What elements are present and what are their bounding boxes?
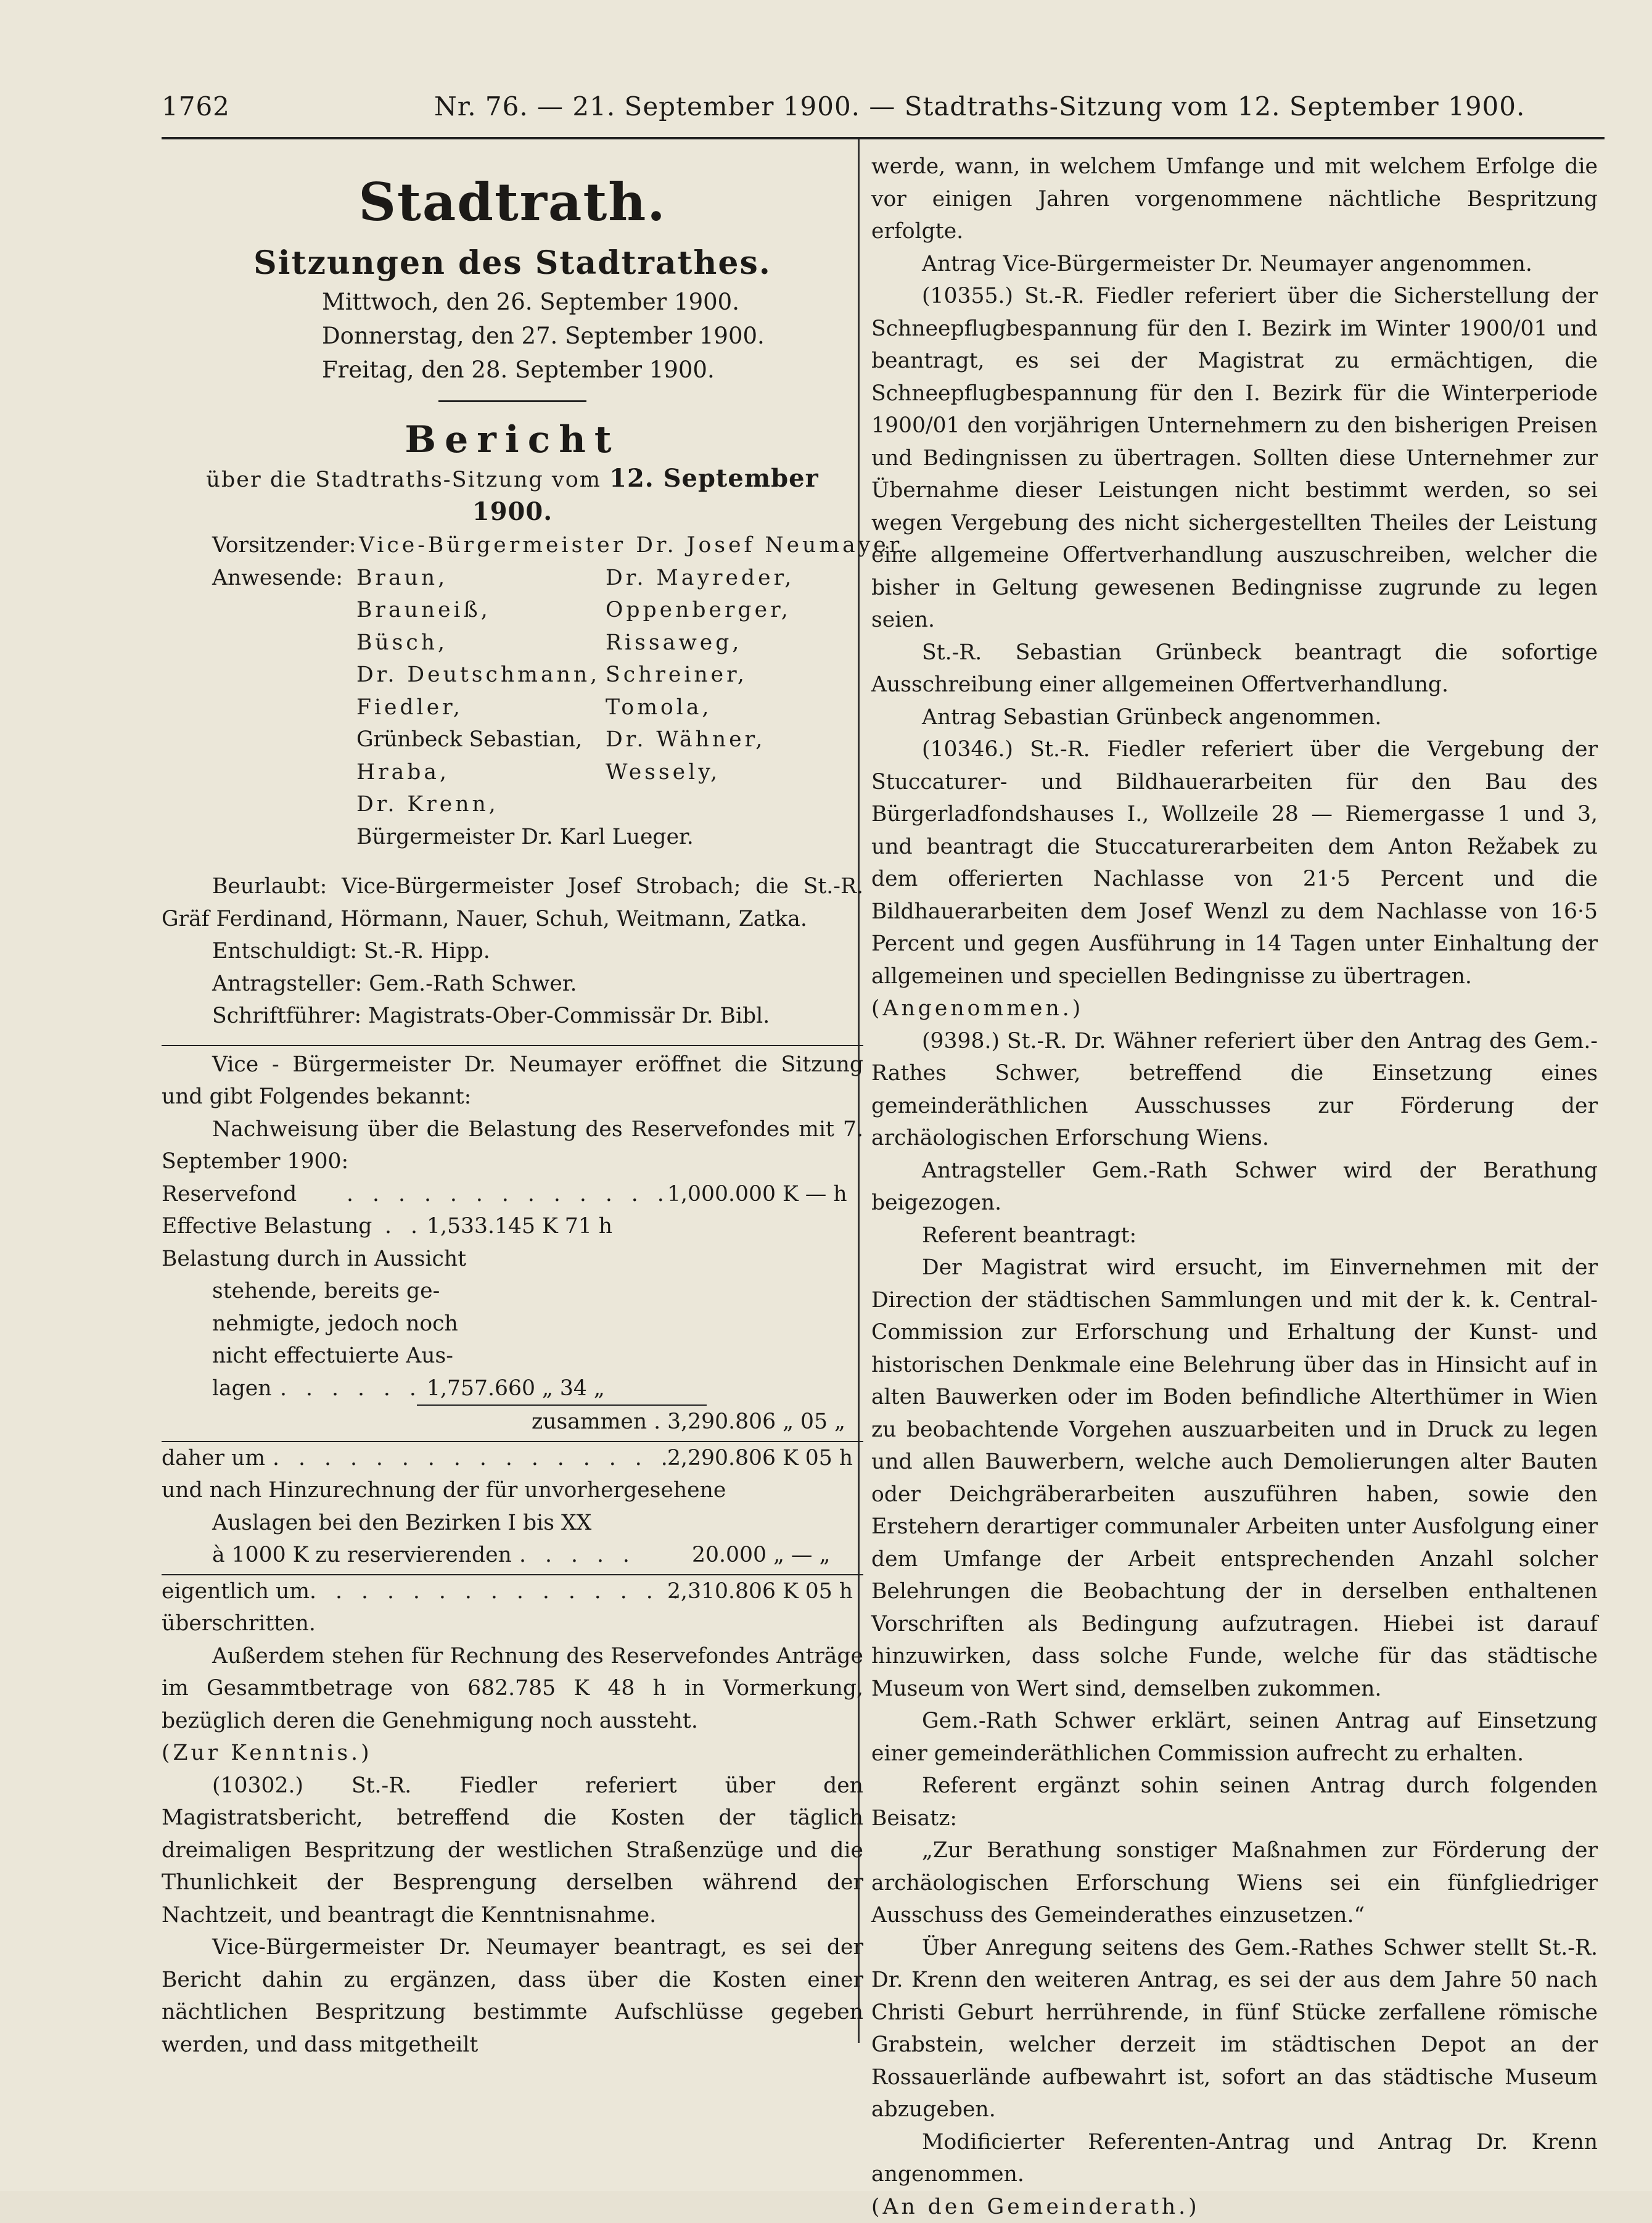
session-date: Mittwoch, den 26. September 1900. bbox=[162, 285, 863, 319]
attendee-row bbox=[162, 821, 863, 854]
section-subtitle: Sitzungen des Stadtrathes. bbox=[162, 242, 863, 285]
attendee-row bbox=[162, 724, 863, 756]
opening-paragraph: Vice - Bürgermeister Dr. Neumayer eröffnet die Sitzung und gibt Folgendes bekannt: bbox=[162, 1049, 863, 1113]
applicant-line: Antragsteller: Gem.-Rath Schwer. bbox=[162, 968, 863, 1000]
leader-dots: . . . . . . . . . . . . . . . bbox=[310, 1575, 685, 1608]
magistrat-request-paragraph: Der Magistrat wird ersucht, im Einvernehmen mit der Direction der städtischen Sammlungen und mit der k. k. Central-Commission zur Erforschung und Erhaltung der Kunst- und historischen Denkmale eine Belehrung über das in Hinsicht auf in alten Bauwerken oder im Boden befindliche Alterthümer in Wien zu beobachtende Vorgehen auszuarbeiten und in Druck zu legen und allen Bauwerbern, welche auch Demolierungen alter Bauten oder Deichgräberarbeiten auszuführen haben, sowie den Erstehern derartiger communaler Arbeiten unter Ausfolgung einer dem Umfange der Arbeit entsprechenden Anzahl solcher Belehrungen die Beobachtung der in derselben enthaltenen Vorschriften als Bedingung aufzutragen. Hiebei ist darauf hinzuwirken, dass solche Funde, welche für das städtische Museum von Wert sind, demselben zukommen. bbox=[871, 1252, 1598, 1705]
finance-label: und nach Hinzurechnung der für unvorhergesehene bbox=[162, 1474, 863, 1507]
finance-label: Effective Belastung bbox=[162, 1210, 372, 1243]
page-number: 1762 bbox=[162, 91, 230, 122]
finance-row-effective bbox=[162, 1210, 863, 1243]
chair-label: Vorsitzender: bbox=[212, 529, 356, 562]
excused-line: Entschuldigt: St.-R. Hipp. bbox=[162, 935, 863, 968]
finance-label: eigentlich um bbox=[162, 1575, 310, 1608]
item-10346-paragraph: (10346.) St.-R. Fiedler referiert über die Vergebung der Stuccaturer- und Bildhauerarbeiten für den Bau des Bürgerladfondshauses I., Wollzeile 28 — Riemergasse 1 und 3, und beantragt die Stuccaturerarbeiten dem Anton Režabek zu dem offerierten Nachlasse von 21·5 Percent und die Bildhauerarbeiten dem Josef Wenzl zu dem Nachlasse von 16·5 Percent und gegen Ausführung in 14 Tagen unter Einhaltung der allgemeinen und speciellen Bedingnisse zu übertragen. bbox=[871, 733, 1598, 992]
leader-dots: . . . . . bbox=[519, 1539, 636, 1572]
masthead bbox=[162, 171, 863, 529]
motion-accepted-line: Antrag Sebastian Grünbeck angenommen. bbox=[871, 701, 1598, 734]
attendee-name: Bürgermeister Dr. Karl Lueger. bbox=[356, 821, 694, 854]
attendee-name: Büsch, bbox=[356, 627, 448, 659]
attendee-row bbox=[162, 788, 863, 821]
motion-accepted-line: Antrag Vice-Bürgermeister Dr. Neumayer angenommen. bbox=[871, 248, 1598, 281]
accepted-marker: (Angenommen.) bbox=[871, 992, 1598, 1025]
finance-label: nehmigte, jedoch noch bbox=[212, 1308, 863, 1340]
finance-label: Reservefond bbox=[162, 1178, 297, 1211]
attendee-row bbox=[162, 691, 863, 724]
attendee-name: Fiedler, bbox=[356, 691, 463, 724]
finance-row-eigentlich bbox=[162, 1575, 863, 1608]
attendee-row bbox=[162, 562, 863, 595]
report-subheading bbox=[162, 463, 863, 529]
running-title: Nr. 76. — 21. September 1900. — Stadtraths-Sitzung vom 12. September 1900. bbox=[434, 91, 1525, 122]
header-rule bbox=[162, 137, 1605, 139]
finance-value: 1,533.145 K 71 h bbox=[427, 1210, 612, 1243]
attendee-name: Schreiner, bbox=[606, 659, 747, 691]
finance-row-belastung bbox=[212, 1372, 863, 1405]
attendee-name: Wessely, bbox=[606, 756, 720, 789]
schwer-statement-paragraph: Gem.-Rath Schwer erklärt, seinen Antrag auf Einsetzung einer gemeinderäthlichen Commission aufrecht zu erhalten. bbox=[871, 1705, 1598, 1770]
vice-mayor-motion-paragraph: Vice-Bürgermeister Dr. Neumayer beantragt, es sei der Bericht dahin zu ergänzen, dass über die Kosten einer nächtlichen Bespritzung bestimmte Aufschlüsse gegeben werden, und dass mitgetheilt bbox=[162, 1931, 863, 2061]
finance-label: lagen bbox=[212, 1372, 272, 1405]
leader-dots: . . . . . . . . . . . . . . . . bbox=[273, 1442, 674, 1475]
report-date: 12. September 1900. bbox=[472, 464, 819, 526]
chair-line bbox=[162, 529, 863, 562]
report-subheading-prefix: über die Stadtraths-Sitzung vom bbox=[206, 468, 601, 492]
modified-motion-line: Modificierter Referenten-Antrag und Antrag Dr. Krenn angenommen. bbox=[871, 2126, 1598, 2191]
attendee-row bbox=[162, 594, 863, 627]
finance-value: 2,310.806 K 05 h bbox=[667, 1575, 853, 1608]
attendee-row bbox=[162, 756, 863, 789]
attendee-name: Grünbeck Sebastian, bbox=[356, 724, 582, 756]
attendee-name: Oppenberger, bbox=[606, 594, 791, 627]
left-column bbox=[162, 151, 863, 2061]
finance-value: 1,000.000 K — h bbox=[667, 1178, 847, 1211]
additional-requests-paragraph: Außerdem stehen für Rechnung des Reservefondes Anträge im Gesammtbetrage von 682.785 K 48 h in Vormerkung, bezüglich deren die Genehmigung noch aussteht. bbox=[162, 1640, 863, 1738]
noted-marker: (Zur Kenntnis.) bbox=[162, 1737, 863, 1770]
applicant-joined-paragraph: Antragsteller Gem.-Rath Schwer wird der Berathung beigezogen. bbox=[871, 1155, 1598, 1219]
referent-addition-line: Referent ergänzt sohin seinen Antrag durch folgenden Beisatz: bbox=[871, 1770, 1598, 1834]
finance-label: à 1000 K zu reservierenden bbox=[212, 1539, 512, 1572]
chair-name: Vice-Bürgermeister Dr. Josef Neumayer. bbox=[359, 529, 910, 562]
attendee-name: Tomola, bbox=[606, 691, 712, 724]
right-column bbox=[871, 151, 1598, 2223]
finance-label: nicht effectuierte Aus- bbox=[212, 1340, 863, 1372]
attendees-label: Anwesende: bbox=[212, 562, 343, 595]
item-10302-paragraph: (10302.) St.-R. Fiedler referiert über den Magistratsbericht, betreffend die Kosten der täglich dreimaligen Bespritzung der westlichen Straßenzüge und die Thunlichkeit der Besprengung derselben während der Nachtzeit, und beantragt die Kenntnisnahme. bbox=[162, 1770, 863, 1932]
finance-label: überschritten. bbox=[162, 1607, 863, 1640]
finance-total: zusammen . 3,290.806 „ 05 „ bbox=[532, 1406, 845, 1438]
finance-row-hinzu bbox=[162, 1539, 863, 1572]
referent-motion-line: Referent beantragt: bbox=[871, 1219, 1598, 1252]
finance-label: Auslagen bei den Bezirken I bis XX bbox=[162, 1507, 863, 1540]
item-10355-paragraph: (10355.) St.-R. Fiedler referiert über die Sicherstellung der Schneepflugbespannung für den I. Bezirk im Winter 1900/01 und beantragt, es sei der Magistrat zu ermächtigen, die Schneepflugbespannung für den I. Bezirk für die Winterperiode 1900/01 den vorjährigen Unternehmern zu den bisherigen Preisen und Bedingnissen zu übertragen. Sollten diese Unternehmer zur Übernahme dieser Leistungen nicht bestimmt werden, so sei wegen Vergebung des nicht sichergestellten Theiles der Leistung eine allgemeine Offertverhandlung auszuschreiben, welcher die bisher in Geltung gewesenen Bedingnisse zugrunde zu legen seien. bbox=[871, 280, 1598, 637]
finance-label: Belastung durch in Aussicht bbox=[162, 1243, 863, 1276]
finance-value: 2,290.806 K 05 h bbox=[667, 1442, 853, 1475]
attendee-name: Dr. Mayreder, bbox=[606, 562, 794, 595]
finance-row-daher bbox=[162, 1442, 863, 1475]
item-9398-paragraph: (9398.) St.-R. Dr. Wähner referiert über den Antrag des Gem.-Rathes Schwer, betreffend die Einsetzung eines gemeinderäthlichen Ausschusses zur Förderung der archäologischen Erforschung Wiens. bbox=[871, 1025, 1598, 1155]
page-header bbox=[162, 91, 1605, 134]
section-title: Stadtrath. bbox=[162, 171, 863, 233]
finance-row-reservefond bbox=[162, 1178, 863, 1211]
attendee-row bbox=[162, 627, 863, 659]
finance-row-zusammen bbox=[162, 1406, 863, 1438]
attendee-name: Dr. Krenn, bbox=[356, 788, 499, 821]
addendum-quote: „Zur Berathung sonstiger Maßnahmen zur Förderung der archäologischen Erforschung Wiens sei ein fünfgliedriger Ausschuss des Gemeinderathes einzusetzen.“ bbox=[871, 1834, 1598, 1932]
secretary-line: Schriftführer: Magistrats-Ober-Commissär Dr. Bibl. bbox=[162, 1000, 863, 1033]
attendee-name: Rissaweg, bbox=[606, 627, 742, 659]
fund-statement-intro: Nachweisung über die Belastung des Reservefondes mit 7. September 1900: bbox=[162, 1113, 863, 1178]
continued-paragraph: werde, wann, in welchem Umfange und mit welchem Erfolge die vor einigen Jahren vorgenommene nächtliche Bespritzung erfolgte. bbox=[871, 151, 1598, 248]
attendee-name: Dr. Wähner, bbox=[606, 724, 765, 756]
leader-dots: . . . . . . bbox=[280, 1372, 422, 1405]
attendee-row bbox=[162, 659, 863, 691]
attendee-name: Dr. Deutschmann, bbox=[356, 659, 600, 691]
finance-value: 1,757.660 „ 34 „ bbox=[427, 1372, 605, 1405]
finance-label: stehende, bereits ge- bbox=[212, 1275, 863, 1308]
divider-rule bbox=[438, 400, 586, 402]
attendee-name: Brauneiß, bbox=[356, 594, 491, 627]
krenn-motion-paragraph: Über Anregung seitens des Gem.-Rathes Schwer stellt St.-R. Dr. Krenn den weiteren Antrag, es sei der aus dem Jahre 50 nach Christi Geburt herrührende, in fünf Stücke zerfallene römische Grabstein, welcher derzeit im städtischen Depot an der Rossauerlände aufbewahrt ist, sofort an das städtische Museum abzugeben. bbox=[871, 1932, 1598, 2126]
on-leave-paragraph: Beurlaubt: Vice-Bürgermeister Josef Strobach; die St.-R. Gräf Ferdinand, Hörmann, Nauer, Schuh, Weitmann, Zatka. bbox=[162, 870, 863, 935]
finance-label: daher um bbox=[162, 1442, 265, 1475]
finance-value: 20.000 „ — „ bbox=[692, 1539, 830, 1572]
attendee-name: Hraba, bbox=[356, 756, 450, 789]
leader-dots: . . . . . . . . . . . . . bbox=[347, 1178, 670, 1211]
forwarded-marker: (An den Gemeinderath.) bbox=[871, 2191, 1598, 2223]
leader-dots: . . . bbox=[359, 1210, 424, 1243]
attendee-name: Braun, bbox=[356, 562, 448, 595]
session-date: Donnerstag, den 27. September 1900. bbox=[162, 319, 863, 353]
session-date: Freitag, den 28. September 1900. bbox=[162, 353, 863, 387]
finance-belastung-block bbox=[162, 1243, 863, 1405]
gruenbeck-motion-paragraph: St.-R. Sebastian Grünbeck beantragt die sofortige Ausschreibung einer allgemeinen Offertverhandlung. bbox=[871, 637, 1598, 701]
report-heading: Bericht bbox=[162, 417, 863, 463]
